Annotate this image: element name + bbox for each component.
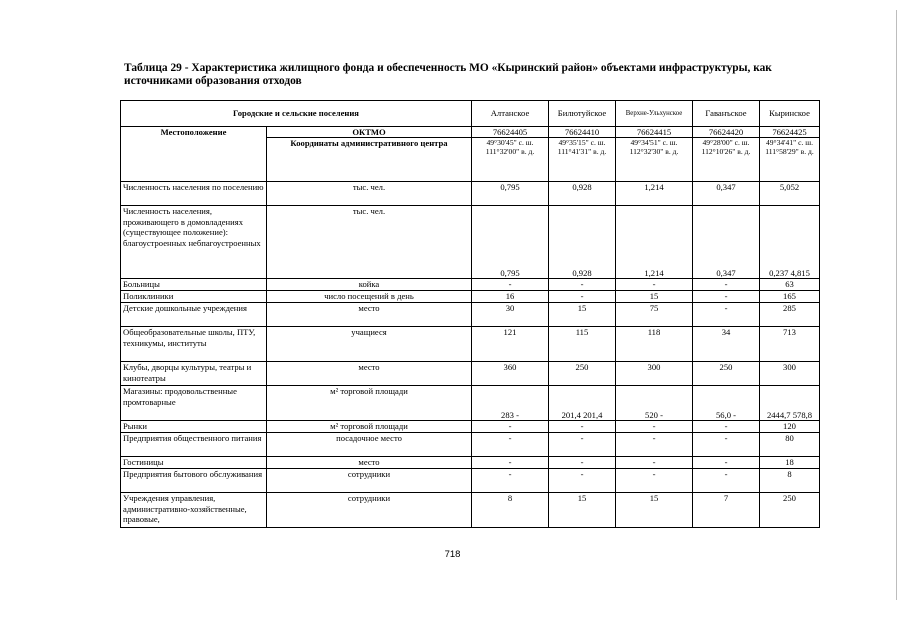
row-value: - bbox=[693, 457, 760, 469]
row-value: 0,347 bbox=[693, 206, 760, 279]
table-row bbox=[121, 279, 820, 291]
row-value: - bbox=[693, 469, 760, 493]
row-label: Магазины: продовольственные промтоварные bbox=[121, 386, 267, 421]
table-row bbox=[121, 386, 820, 421]
oktmo-value: 76624425 bbox=[760, 127, 820, 138]
row-value: 5,052 bbox=[760, 182, 820, 206]
row-value: - bbox=[549, 421, 616, 433]
row-value: 75 bbox=[616, 303, 693, 327]
row-value: 250 bbox=[693, 362, 760, 386]
row-unit: койка bbox=[267, 279, 472, 291]
row-value: 15 bbox=[616, 493, 693, 528]
row-value: - bbox=[693, 291, 760, 303]
row-value: - bbox=[616, 433, 693, 457]
row-value: - bbox=[472, 279, 549, 291]
row-value: - bbox=[549, 469, 616, 493]
table-row bbox=[121, 182, 820, 206]
coords-value: 49°34'51" с. ш. 112°32'30" в. д. bbox=[616, 138, 693, 182]
row-value: 115 bbox=[549, 327, 616, 362]
row-value: 0,347 bbox=[693, 182, 760, 206]
row-label: Учреждения управления, административно-хозяйственные, правовые, bbox=[121, 493, 267, 528]
row-label: Рынки bbox=[121, 421, 267, 433]
table-row bbox=[121, 433, 820, 457]
row-label: Больницы bbox=[121, 279, 267, 291]
row-label: Предприятия бытового обслуживания bbox=[121, 469, 267, 493]
row-value: - bbox=[472, 469, 549, 493]
row-unit: посадочное место bbox=[267, 433, 472, 457]
row-value: - bbox=[472, 433, 549, 457]
column-header: Кыринское bbox=[760, 101, 820, 127]
row-value: 34 bbox=[693, 327, 760, 362]
row-value: 15 bbox=[616, 291, 693, 303]
row-unit: сотрудники bbox=[267, 469, 472, 493]
row-value: - bbox=[693, 279, 760, 291]
row-value: 18 bbox=[760, 457, 820, 469]
row-unit: тыс. чел. bbox=[267, 206, 472, 279]
table-row bbox=[121, 421, 820, 433]
row-value: 2444,7 578,8 bbox=[760, 386, 820, 421]
row-value: - bbox=[549, 433, 616, 457]
row-value: 121 bbox=[472, 327, 549, 362]
table-row bbox=[121, 303, 820, 327]
row-value: 300 bbox=[616, 362, 693, 386]
row-value: 8 bbox=[472, 493, 549, 528]
location-header: Местоположение bbox=[121, 127, 267, 182]
column-header: Гаванъское bbox=[693, 101, 760, 127]
table-row bbox=[121, 362, 820, 386]
row-label: Детские дошкольные учреждения bbox=[121, 303, 267, 327]
row-value: 8 bbox=[760, 469, 820, 493]
row-value: - bbox=[549, 291, 616, 303]
housing-infrastructure-table bbox=[120, 100, 820, 528]
row-label: Численность населения, проживающего в домовладениях (существующее положение): благоустроенных небпагоустроенных bbox=[121, 206, 267, 279]
table-row bbox=[121, 291, 820, 303]
row-value: 165 bbox=[760, 291, 820, 303]
row-value: 300 bbox=[760, 362, 820, 386]
row-unit: учащиеся bbox=[267, 327, 472, 362]
row-unit: м² торговой площади bbox=[267, 421, 472, 433]
row-value: 80 bbox=[760, 433, 820, 457]
row-unit: число посещений в день bbox=[267, 291, 472, 303]
row-value: 30 bbox=[472, 303, 549, 327]
coords-value: 49°28'00" с. ш. 112°10'26" в. д. bbox=[693, 138, 760, 182]
oktmo-value: 76624410 bbox=[549, 127, 616, 138]
row-unit: тыс. чел. bbox=[267, 182, 472, 206]
row-value: - bbox=[693, 303, 760, 327]
row-label: Численность населения по поселению bbox=[121, 182, 267, 206]
row-label: Предприятия общественного питания bbox=[121, 433, 267, 457]
row-unit: м² торговой площади bbox=[267, 386, 472, 421]
coords-value: 49°30'45" с. ш. 111°32'00" в. д. bbox=[472, 138, 549, 182]
row-value: 15 bbox=[549, 303, 616, 327]
table-row bbox=[121, 493, 820, 528]
table-row bbox=[121, 469, 820, 493]
coords-value: 49°34'41" с. ш. 111°58'29" в. д. bbox=[760, 138, 820, 182]
table-title: Таблица 29 - Характеристика жилищного фонда и обеспеченность МО «Кыринский район» объектами инфраструктуры, как источниками образования отходов bbox=[124, 62, 772, 87]
settlements-header: Городские и сельские поселения bbox=[121, 101, 472, 127]
row-value: 520 - bbox=[616, 386, 693, 421]
row-value: 0,928 bbox=[549, 182, 616, 206]
table-row bbox=[121, 206, 820, 279]
row-value: - bbox=[472, 457, 549, 469]
row-value: - bbox=[693, 433, 760, 457]
row-unit: место bbox=[267, 362, 472, 386]
row-value: 120 bbox=[760, 421, 820, 433]
row-value: 118 bbox=[616, 327, 693, 362]
row-value: - bbox=[549, 457, 616, 469]
table-header-row bbox=[121, 101, 820, 127]
row-value: 7 bbox=[693, 493, 760, 528]
coords-header: Координаты административного центра bbox=[267, 138, 472, 182]
row-value: 250 bbox=[549, 362, 616, 386]
row-value: 0,237 4,815 bbox=[760, 206, 820, 279]
oktmo-value: 76624415 bbox=[616, 127, 693, 138]
row-value: 713 bbox=[760, 327, 820, 362]
row-value: 285 bbox=[760, 303, 820, 327]
row-label: Поликлиники bbox=[121, 291, 267, 303]
row-value: - bbox=[616, 457, 693, 469]
table-row bbox=[121, 457, 820, 469]
row-value: 0,928 bbox=[549, 206, 616, 279]
oktmo-header: ОКТМО bbox=[267, 127, 472, 138]
row-unit: сотрудники bbox=[267, 493, 472, 528]
row-value: 1,214 bbox=[616, 206, 693, 279]
row-value: - bbox=[693, 421, 760, 433]
row-value: - bbox=[616, 279, 693, 291]
row-value: 15 bbox=[549, 493, 616, 528]
row-value: 0,795 bbox=[472, 182, 549, 206]
row-value: 283 - bbox=[472, 386, 549, 421]
oktmo-value: 76624405 bbox=[472, 127, 549, 138]
row-value: - bbox=[616, 469, 693, 493]
scan-edge-line bbox=[896, 10, 897, 600]
row-value: - bbox=[616, 421, 693, 433]
row-value: 250 bbox=[760, 493, 820, 528]
row-value: 360 bbox=[472, 362, 549, 386]
row-value: - bbox=[472, 421, 549, 433]
row-label: Общеобразовательные школы, ПТУ, техникумы, институты bbox=[121, 327, 267, 362]
page-number: 718 bbox=[444, 549, 461, 560]
coords-value: 49°35'15" с. ш. 111°41'31" в. д. bbox=[549, 138, 616, 182]
row-unit: место bbox=[267, 457, 472, 469]
column-header: Верхне-Ульхунское bbox=[616, 101, 693, 127]
column-header: Билютуйское bbox=[549, 101, 616, 127]
column-header: Алтанское bbox=[472, 101, 549, 127]
row-value: 63 bbox=[760, 279, 820, 291]
row-value: 56,0 - bbox=[693, 386, 760, 421]
row-label: Клубы, дворцы культуры, театры и кинотеатры bbox=[121, 362, 267, 386]
row-label: Гостиницы bbox=[121, 457, 267, 469]
row-value: 201,4 201,4 bbox=[549, 386, 616, 421]
oktmo-row bbox=[121, 127, 820, 138]
oktmo-value: 76624420 bbox=[693, 127, 760, 138]
table-row bbox=[121, 327, 820, 362]
row-value: - bbox=[549, 279, 616, 291]
row-unit: место bbox=[267, 303, 472, 327]
row-value: 1,214 bbox=[616, 182, 693, 206]
row-value: 16 bbox=[472, 291, 549, 303]
row-value: 0,795 bbox=[472, 206, 549, 279]
